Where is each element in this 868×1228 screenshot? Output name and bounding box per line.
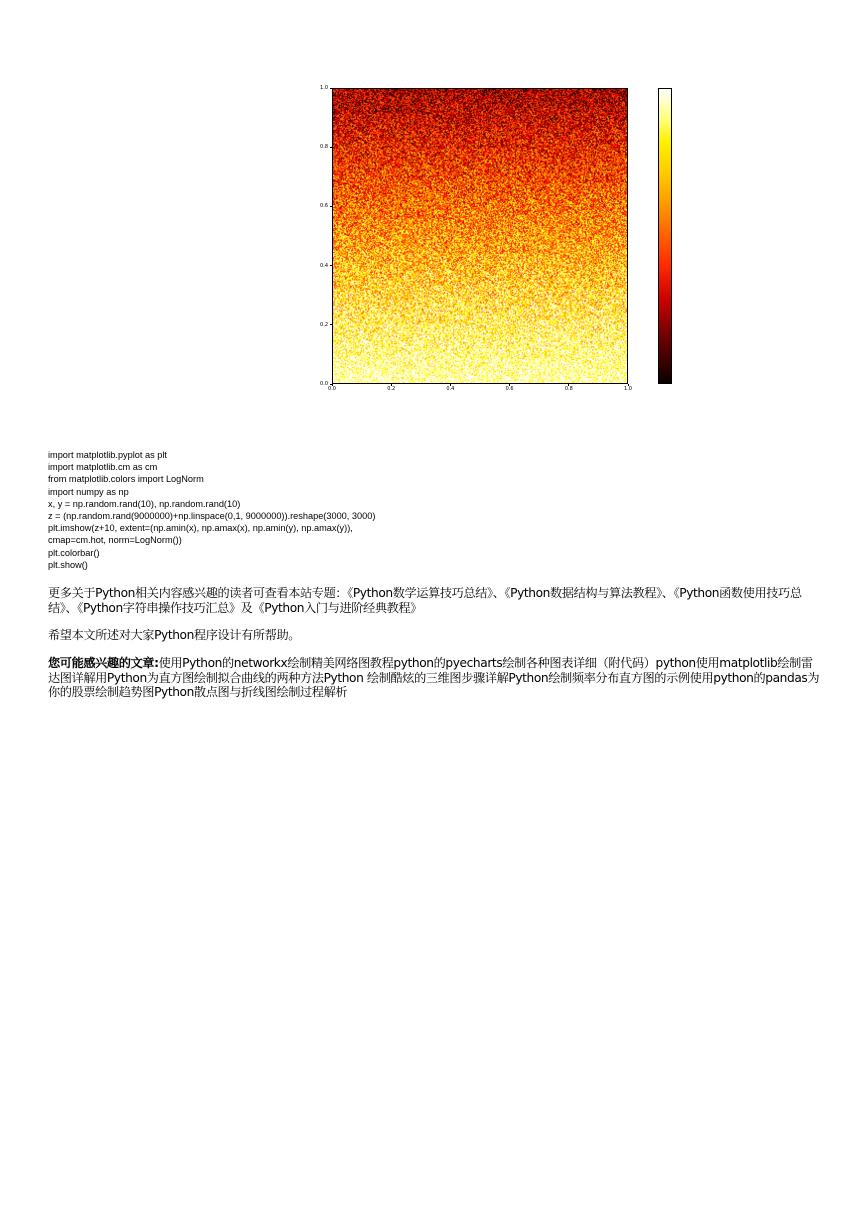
related-articles-paragraph <box>48 656 823 700</box>
x-tick-mark <box>568 384 569 386</box>
y-tick-mark <box>330 265 332 266</box>
related-articles-links[interactable]: 使用Python的networkx绘制精美网络图教程python的pyecharts绘制各种图表详细（附代码）python使用matplotlib绘制雷达图详解用Python为直方图绘制拟合曲线的两种方法Python 绘制酷炫的三维图步骤详解Python绘制频率分布直方图的示例使用python的pandas为你的股票绘制趋势图Python散点图与折线图绘制过程解析 <box>48 656 820 699</box>
y-tick-label: 0.0 <box>320 381 328 387</box>
code-line: plt.colorbar() <box>48 547 100 558</box>
code-line: plt.show() <box>48 559 88 570</box>
y-tick-mark <box>330 324 332 325</box>
code-line: cmap=cm.hot, norm=LogNorm()) <box>48 535 182 546</box>
closing-paragraph: 希望本文所述对大家Python程序设计有所帮助。 <box>48 628 301 642</box>
x-tick-mark <box>332 384 333 386</box>
x-tick-mark <box>450 384 451 386</box>
x-tick-mark <box>628 384 629 386</box>
y-tick-mark <box>330 88 332 89</box>
y-tick-label: 1.0 <box>320 85 328 91</box>
y-tick-label: 0.8 <box>320 144 328 151</box>
y-tick-label: 0.2 <box>320 321 328 328</box>
x-tick-label: 0.8 <box>564 386 573 392</box>
code-line: import numpy as np <box>48 486 129 497</box>
code-line: import matplotlib.cm as cm <box>48 462 158 473</box>
code-line: import matplotlib.pyplot as plt <box>48 450 167 460</box>
x-tick-label: 0.6 <box>505 386 514 392</box>
y-tick-mark <box>330 206 332 207</box>
heatmap-axes <box>332 88 628 384</box>
x-tick-label: 0.4 <box>446 386 455 392</box>
heatmap-figure <box>300 80 690 400</box>
x-tick-mark <box>391 384 392 386</box>
related-articles-label: 您可能感兴趣的文章: <box>48 656 159 670</box>
related-topics-paragraph: 更多关于Python相关内容感兴趣的读者可查看本站专题：《Python数学运算技巧总结》、《Python数据结构与算法教程》、《Python函数使用技巧总结》、《Python字符串操作技巧汇总》及《Python入门与进阶经典教程》 <box>48 586 802 615</box>
code-line: plt.imshow(z+10, extent=(np.amin(x), np.amax(x), np.amin(y), np.amax(y)), <box>48 523 353 534</box>
x-tick-label: 0.2 <box>387 386 396 392</box>
code-line: z = (np.random.rand(9000000)+np.linspace(0,1, 9000000)).reshape(3000, 3000) <box>48 511 376 522</box>
y-tick-mark <box>330 147 332 148</box>
x-tick-label: 1.0 <box>624 386 632 392</box>
y-tick-label: 0.6 <box>320 203 328 210</box>
x-tick-label: 0.0 <box>328 386 336 392</box>
code-line: x, y = np.random.rand(10), np.random.rand(10) <box>48 498 241 509</box>
code-block <box>48 449 375 571</box>
colorbar <box>658 88 672 384</box>
y-tick-label: 0.4 <box>320 262 328 269</box>
heatmap-image <box>333 89 627 383</box>
x-tick-mark <box>509 384 510 386</box>
code-line: from matplotlib.colors import LogNorm <box>48 474 204 485</box>
